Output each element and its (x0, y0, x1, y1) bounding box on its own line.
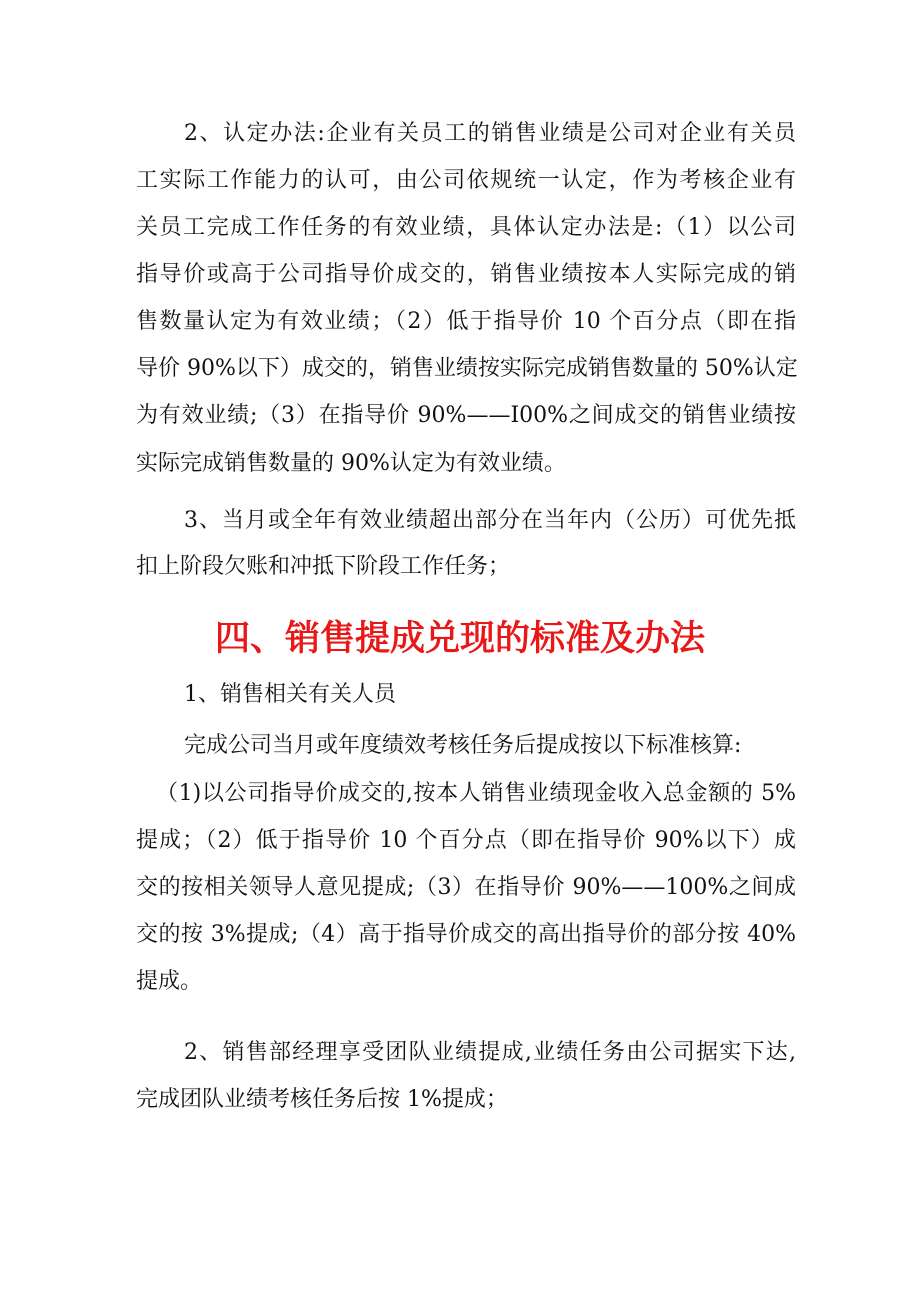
paragraph-line: 扣上阶段欠账和冲抵下阶段工作任务； (136, 554, 511, 579)
item-intro: 完成公司当月或年度绩效考核任务后提成按以下标准核算: (184, 733, 742, 758)
item-title: 1、销售相关有关人员 (184, 682, 396, 707)
paragraph-line: 为有效业绩;（3）在指导价 90%——I00%之间成交的销售业绩按 (136, 403, 796, 428)
paragraph-line: 导价 90%以下）成交的，销售业绩按实际完成销售数量的 50%认定 (136, 356, 798, 381)
paragraph-line: 指导价或高于公司指导价成交的，销售业绩按本人实际完成的销 (136, 262, 796, 287)
paragraph-line: 提成；（2）低于指导价 10 个百分点（即在指导价 90%以下）成 (136, 828, 796, 853)
paragraph-line: 售数量认定为有效业绩；（2）低于指导价 10 个百分点（即在指 (136, 309, 796, 334)
paragraph-line: 关员工完成工作任务的有效业绩，具体认定办法是:（1）以公司 (136, 215, 796, 240)
paragraph-line: 2、销售部经理享受团队业绩提成,业绩任务由公司据实下达, (184, 1040, 796, 1065)
paragraph-line: 交的按 3%提成;（4）高于指导价成交的高出指导价的部分按 40% (136, 922, 796, 947)
paragraph-line: 3、当月或全年有效业绩超出部分在当年内（公历）可优先抵 (184, 508, 796, 533)
paragraph-line: （1)以公司指导价成交的,按本人销售业绩现金收入总金额的 5% (156, 781, 796, 806)
paragraph-line: 2、认定办法:企业有关员工的销售业绩是公司对企业有关员 (184, 121, 796, 146)
paragraph-line: 交的按相关领导人意见提成;（3）在指导价 90%——100%之间成 (136, 875, 796, 900)
paragraph-line: 提成。 (136, 969, 203, 994)
paragraph-line: 工实际工作能力的认可，由公司依规统一认定，作为考核企业有 (136, 168, 796, 193)
paragraph-line: 实际完成销售数量的 90%认定为有效业绩。 (136, 451, 566, 476)
section-heading: 四、销售提成兑现的标准及办法 (214, 619, 705, 659)
paragraph-line: 完成团队业绩考核任务后按 1%提成； (136, 1087, 508, 1112)
